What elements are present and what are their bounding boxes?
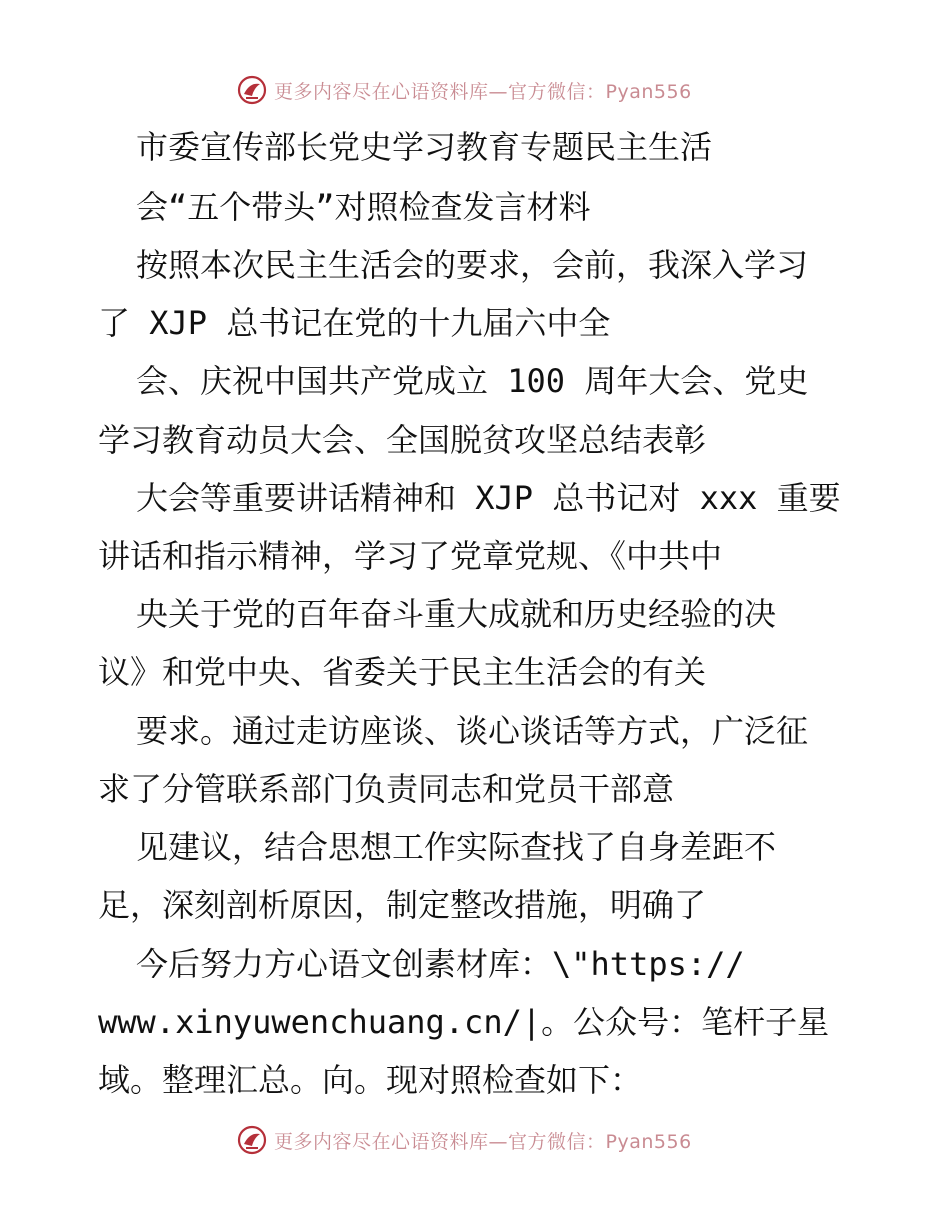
paragraph-line: 央关于党的百年奋斗重大成就和历史经验的决 <box>136 595 777 633</box>
brush-seal-icon <box>236 1124 268 1156</box>
paragraph-line: 足，深刻剖析原因，制定整改措施，明确了 <box>98 886 707 924</box>
paragraph-line: 见建议，结合思想工作实际查找了自身差距不 <box>136 828 777 866</box>
paragraph-line: 按照本次民主生活会的要求，会前，我深入学习 <box>136 246 809 284</box>
paragraph-line: 了 XJP 总书记在党的十九届六中全 <box>98 304 611 342</box>
paragraph-line: 域。整理汇总。向。现对照检查如下： <box>98 1061 643 1099</box>
paragraph-line: 学习教育动员大会、全国脱贫攻坚总结表彰 <box>98 421 707 459</box>
header-watermark <box>236 72 692 108</box>
paragraph-line: 求了分管联系部门负责同志和党员干部意 <box>98 770 675 808</box>
title-line-2: 会“五个带头”对照检查发言材料 <box>136 188 591 226</box>
paragraph-line: 会、庆祝中国共产党成立 100 周年大会、党史 <box>136 362 809 400</box>
paragraph-line: 要求。通过走访座谈、谈心谈话等方式，广泛征 <box>136 712 809 750</box>
paragraph-line: 今后努力方心语文创素材库：\"https:// <box>136 945 745 983</box>
watermark-text: 更多内容尽在心语资料库—官方微信：Pyan556 <box>274 1130 692 1153</box>
paragraph-line: 大会等重要讲话精神和 XJP 总书记对 xxx 重要 <box>136 479 841 517</box>
paragraph-line: 议》和党中央、省委关于民主生活会的有关 <box>98 653 707 691</box>
footer-watermark <box>236 1122 692 1158</box>
brush-seal-icon <box>236 74 268 106</box>
paragraph-line: www.xinyuwenchuang.cn/|。公众号：笔杆子星 <box>98 1003 830 1041</box>
watermark-text: 更多内容尽在心语资料库—官方微信：Pyan556 <box>274 80 692 103</box>
title-line-1: 市委宣传部长党史学习教育专题民主生活 <box>136 128 713 166</box>
paragraph-line: 讲话和指示精神，学习了党章党规、《中共中 <box>98 537 723 575</box>
